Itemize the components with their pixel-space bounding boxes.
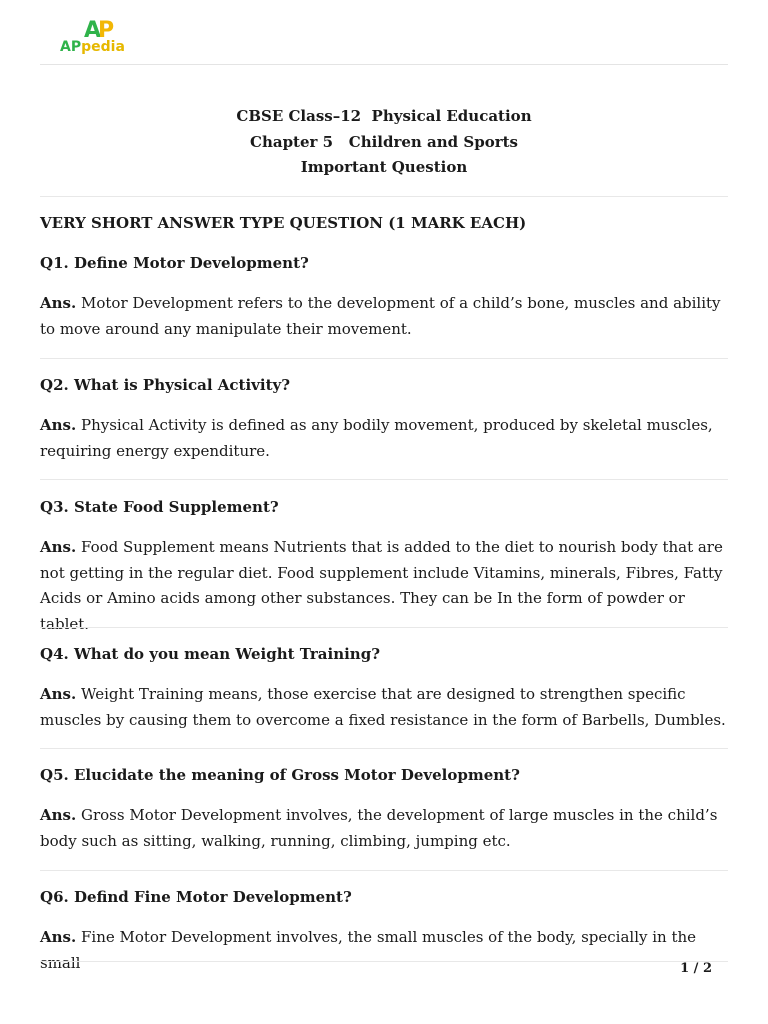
answer-text: Fine Motor Development involves, the small muscles of the body, specially in the small	[40, 928, 697, 972]
footer-divider	[40, 961, 728, 962]
answer-text: Motor Development refers to the development of a child’s bone, muscles and ability to move around any manipulate their movement.	[40, 294, 721, 338]
answer-4	[40, 682, 728, 733]
answer-label: Ans.	[40, 806, 77, 824]
answer-2	[40, 413, 728, 464]
divider	[40, 358, 728, 359]
divider	[40, 870, 728, 871]
answer-label: Ans.	[40, 416, 77, 434]
question-2: Q2. What is Physical Activity?	[40, 376, 290, 394]
divider	[40, 748, 728, 749]
answer-text: Physical Activity is defined as any bodily movement, produced by skeletal muscles, requiring energy expenditure.	[40, 416, 713, 460]
logo-mark: AP	[84, 18, 112, 43]
question-6: Q6. Defind Fine Motor Development?	[40, 888, 352, 906]
appedia-logo[interactable]	[60, 20, 140, 60]
answer-text: Weight Training means, those exercise that are designed to strengthen specific muscles by causing them to overcome a fixed resistance in the form of Barbells, Dumbles.	[40, 685, 726, 729]
answer-3	[40, 535, 728, 637]
title-line-class: CBSE Class–12 Physical Education	[236, 107, 532, 125]
answer-text: Food Supplement means Nutrients that is added to the diet to nourish body that are not getting in the regular diet. Food supplement include Vitamins, minerals, Fibres, Fatty Acids or Amino acids among other substances. They can be In the form of powder or tablet.	[40, 538, 723, 633]
answer-1	[40, 291, 728, 342]
document-title	[40, 104, 728, 181]
page-header	[40, 0, 728, 65]
title-line-chapter: Chapter 5 Children and Sports	[250, 132, 518, 151]
question-3: Q3. State Food Supplement?	[40, 498, 279, 516]
question-5: Q5. Elucidate the meaning of Gross Motor Development?	[40, 766, 520, 784]
answer-label: Ans.	[40, 294, 77, 312]
answer-label: Ans.	[40, 928, 77, 946]
divider	[40, 196, 728, 197]
answer-text: Gross Motor Development involves, the development of large muscles in the child’s body such as sitting, walking, running, climbing, jumping etc.	[40, 806, 718, 850]
answer-5	[40, 803, 728, 854]
answer-label: Ans.	[40, 538, 77, 556]
question-4: Q4. What do you mean Weight Training?	[40, 645, 380, 663]
question-1: Q1. Define Motor Development?	[40, 254, 309, 272]
logo-text: APpedia	[60, 39, 125, 55]
divider	[40, 479, 728, 480]
title-line-subtitle: Important Question	[300, 158, 468, 176]
page-number: 1 / 2	[680, 961, 712, 976]
divider	[40, 627, 728, 628]
answer-6	[40, 925, 728, 976]
section-heading: VERY SHORT ANSWER TYPE QUESTION (1 MARK EACH)	[40, 214, 527, 232]
answer-label: Ans.	[40, 685, 77, 703]
